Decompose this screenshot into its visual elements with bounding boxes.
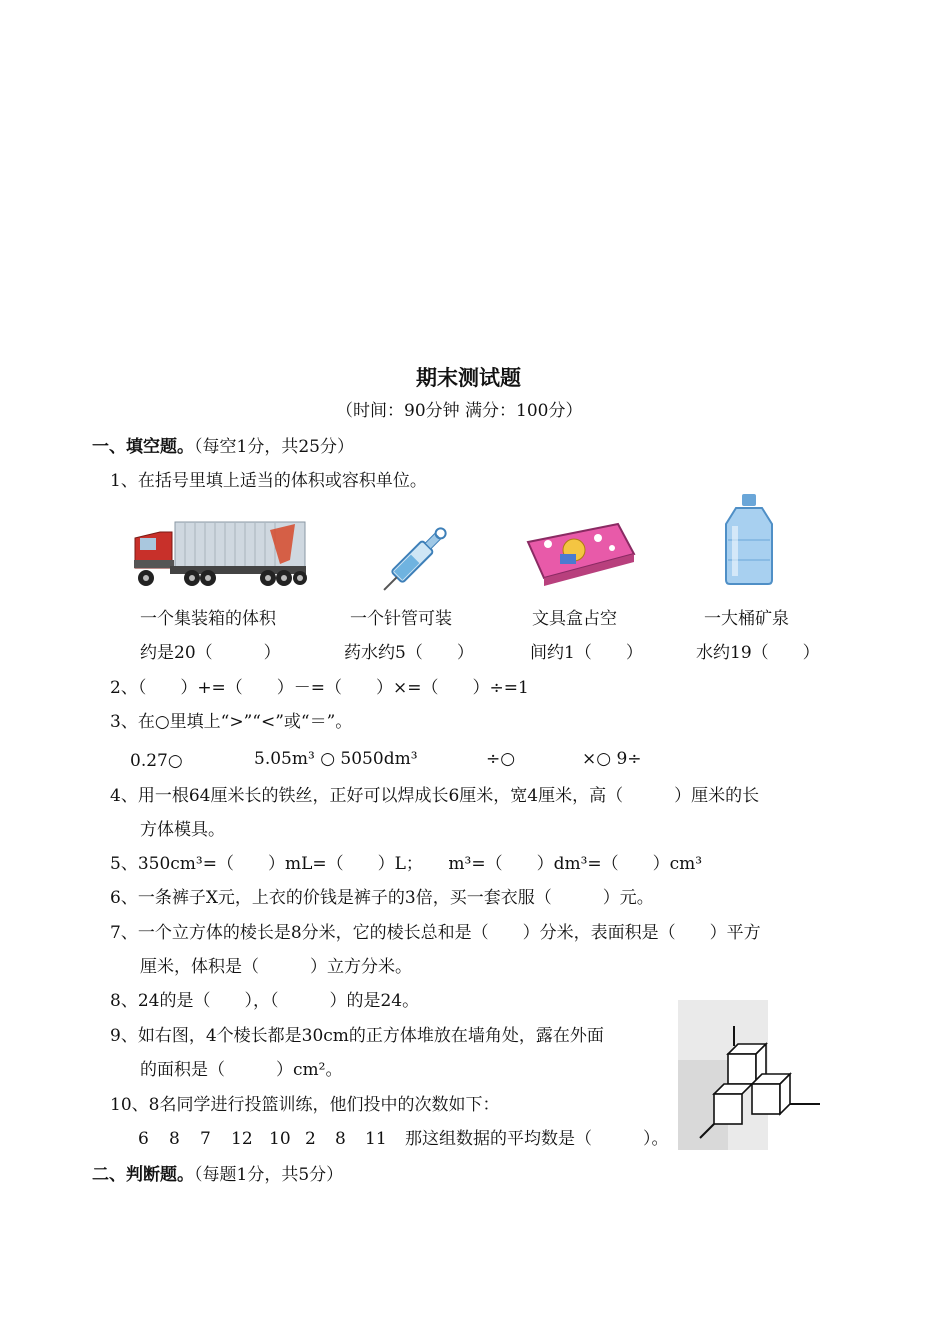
caption-4-line1: 一大桶矿泉 (704, 609, 789, 629)
value-item: 11 (365, 1129, 387, 1149)
caption-4-line2: 水约19（ ） (696, 643, 820, 663)
question-10-values (138, 1128, 669, 1150)
value-item: 2 (305, 1129, 316, 1149)
question-3-a: 0.27○ (130, 751, 183, 771)
question-3: 3、在○里填上“>”“<”或“＝”。 (110, 712, 353, 732)
pencil-case-icon (522, 520, 638, 588)
value-item: 6 (138, 1129, 149, 1149)
section-1-note: （每空1分，共25分） (194, 437, 354, 457)
question-9-line2: 的面积是（ ）cm²。 (140, 1060, 343, 1080)
question-10-tail: 那这组数据的平均数是（ ）。 (405, 1129, 669, 1149)
caption-3-line1: 文具盒占空 (532, 609, 617, 629)
page-title: 期末测试题 (416, 366, 521, 390)
question-5: 5、350cm³=（ ）mL=（ ）L； m³=（ ）dm³=（ ）cm³ (110, 854, 703, 874)
value-item: 12 (231, 1129, 253, 1149)
section-2-title: 二、判断题。 (92, 1165, 194, 1185)
question-3-b: 5.05m³ ○ 5050dm³ (254, 749, 418, 769)
section-2-header (92, 1164, 343, 1186)
question-4-line2: 方体模具。 (140, 820, 225, 840)
value-item: 10 (269, 1129, 291, 1149)
question-7-line1: 7、一个立方体的棱长是8分米，它的棱长总和是（ ）分米，表面积是（ ）平方 (110, 923, 761, 943)
question-1: 1、在括号里填上适当的体积或容积单位。 (110, 471, 427, 491)
page-subtitle: （时间：90分钟 满分：100分） (336, 401, 583, 421)
question-10-line1: 10、8名同学进行投篮训练，他们投中的次数如下： (110, 1095, 500, 1115)
question-4-line1: 4、用一根64厘米长的铁丝，正好可以焊成长6厘米，宽4厘米，高（ ）厘米的长 (110, 786, 760, 806)
syringe-icon (378, 518, 458, 594)
question-2: 2、（ ）+=（ ）－=（ ）×=（ ）÷=1 (110, 678, 529, 698)
section-2-note: （每题1分，共5分） (194, 1165, 344, 1185)
section-1-header (92, 436, 354, 458)
question-3-c: ÷○ (486, 749, 516, 769)
value-item: 8 (169, 1129, 180, 1149)
caption-3-line2: 间约1（ ） (530, 643, 643, 663)
truck-container-icon (130, 520, 308, 592)
caption-1-line2: 约是20（ ） (140, 643, 281, 663)
question-9-line1: 9、如右图，4个棱长都是30cm的正方体堆放在墙角处，露在外面 (110, 1026, 604, 1046)
caption-1-line1: 一个集装箱的体积 (140, 609, 276, 629)
stacked-cubes-figure (678, 1000, 826, 1150)
question-3-d: ×○ 9÷ (582, 749, 642, 769)
caption-2-line2: 药水约5（ ） (344, 643, 474, 663)
value-item: 7 (200, 1129, 211, 1149)
section-1-title: 一、填空题。 (92, 437, 194, 457)
water-bottle-icon (722, 494, 776, 586)
caption-2-line1: 一个针管可装 (350, 609, 452, 629)
question-8: 8、24的是（ ），（ ）的是24。 (110, 991, 420, 1011)
question-7-line2: 厘米，体积是（ ）立方分米。 (140, 957, 412, 977)
value-item: 8 (335, 1129, 346, 1149)
question-6: 6、一条裤子X元，上衣的价钱是裤子的3倍，买一套衣服（ ）元。 (110, 888, 654, 908)
